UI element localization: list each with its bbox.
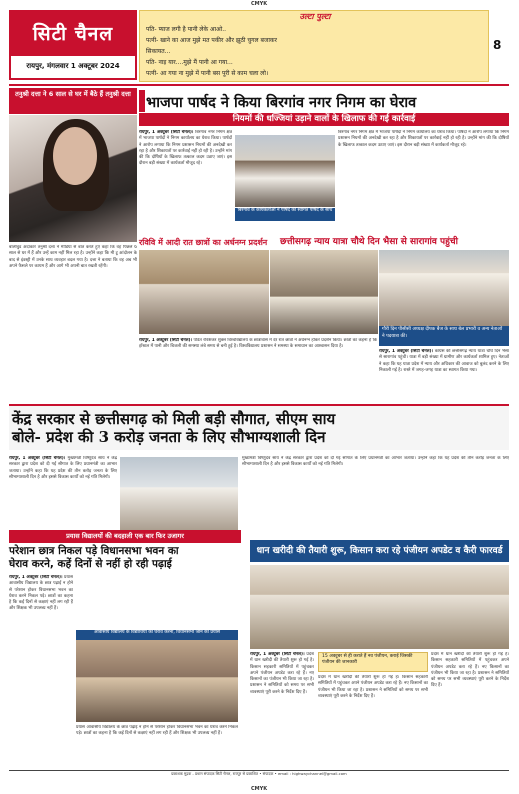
dhan-photo xyxy=(250,565,509,649)
main-story-text-continued: बिरगांव नगर निगम क्षेत्र में भाजपा पार्षदों ने निगम कार्यालय का घेराव किया। पार्षदों ने आरोप लगाया कि निगम प्रशासन नियमों की अनदेखी कर रहा है और शिकायतों पर कार्रवाई नहीं हो रही है। उन्होंने मांग की कि दोषियों के खिलाफ तत्काल कदम उठाए जाएं। इस दौरान बड़ी संख्या में कार्यकर्ता मौजूद रहे। xyxy=(338,130,509,148)
prayas-photo xyxy=(76,640,238,722)
ulta-pulta-line: पति- प्याज लगी है पानी लेके आओ.. xyxy=(146,26,227,33)
dhan-body: प्रदेश में धान खरीदी की तैयारी शुरू हो गई है। किसान सहकारी समितियों में पहुंचकर अपने पंजीयन अपडेट करा रहे हैं। नए किसानों का पंजीयन भी किया जा रहा है। प्रशासन ने समितियों को समय पर सभी व्यवस्थाएं पूरी करने के निर्देश दिए हैं। xyxy=(250,652,314,695)
prayas-body: प्रयास आवासीय विद्यालय के छात्र पढ़ाई न होने से परेशान होकर विधानसभा भवन का घेराव करने निकल पड़े। छात्रों का कहना है कि कई दिनों से कक्षाएं नहीं लग रही हैं और शिक्षक भी उपलब्ध नहीं हैं। xyxy=(9,575,73,612)
rally-headline: रविवि में आदी रात छात्रों का अर्धनग्न प्रदर्शन xyxy=(139,238,268,247)
dhan-story-text xyxy=(250,652,314,767)
dhan-note-box: 15 अक्टूबर से ही कराते हैं नव पंजीयन, कराई जिसकी पंजीयन की जानकारी xyxy=(318,652,428,672)
main-story-byline: रायपुर, 1 अक्टूबर (सिटी चैनल)। xyxy=(139,130,194,135)
ulta-pulta-line: सिकायत... xyxy=(146,48,171,55)
main-story-body: बिरगांव नगर निगम क्षेत्र में भाजपा पार्षदों ने निगम कार्यालय का घेराव किया। पार्षदों ने आरोप लगाया कि निगम प्रशासन नियमों की अनदेखी कर रहा है और शिकायतों पर कार्रवाई नहीं हो रही है। उन्होंने मांग की कि दोषियों के खिलाफ तत्काल कदम उठाए जाएं। इस दौरान बड़ी संख्या में कार्यकर्ता मौजूद रहे। xyxy=(139,130,232,167)
dhan-byline: रायपुर, 1 अक्टूबर (सिटी चैनल)। xyxy=(250,652,305,657)
ulta-pulta-box xyxy=(139,10,489,82)
rally-photo-left xyxy=(139,250,269,334)
kendra-photo xyxy=(120,457,238,532)
ulta-pulta-line: पति- नाइ यार....मुझे मैं पानी आ गया... xyxy=(146,59,233,66)
prayas-headline-line2: घेराव करने, कहें दिनों से नहीं हो रही पढ़ाई xyxy=(9,558,172,570)
left-feature-headline: तनुश्री दत्ता ने 6 साल से घर में बैठे हैं तनुश्री दत्ता xyxy=(9,88,137,114)
nyay-yatra-text xyxy=(379,349,509,401)
nyay-byline: रायपुर, 1 अक्टूबर (सिटी चैनल)। xyxy=(379,349,434,354)
nyay-body: कांग्रेस की छत्तीसगढ़ न्याय यात्रा चौथे दिन भैसा से सारागांव पहुंची। यात्रा में बड़ी संख्या में ग्रामीण और कार्यकर्ता शामिल हुए। नेताओं ने कहा कि यह यात्रा प्रदेश में न्याय और अधिकार की आवाज को बुलंद करने के लिए निकाली गई है। रास्ते में जगह-जगह यात्रा का स्वागत किया गया। xyxy=(379,349,509,373)
kendra-headline-line2: बोले- प्रदेश की 3 करोड़ जनता के लिए सौभाग्यशाली दिन xyxy=(12,428,326,446)
nyay-yatra-photo xyxy=(379,250,509,326)
kendra-story-text-continued: मुख्यमंत्री विष्णुदेव साय ने केंद्र सरकार द्वारा प्रदेश को दी गई सौगात के लिए प्रधानमंत्री का आभार जताया। उन्होंने कहा कि यह प्रदेश की तीन करोड़ जनता के लिए सौभाग्यशाली दिन है और इससे विकास कार्यों को नई गति मिलेगी। xyxy=(242,456,509,468)
prayas-headline-line1: परेशान छात्र निकल पड़े विधानसभा भवन का xyxy=(9,545,179,557)
main-headline: भाजपा पार्षद ने किया बिरगांव नगर निगम का घेराव xyxy=(146,94,417,111)
main-story-photo-caption: बिरगांव के कार्यकर्ताओं ने पार्षद का स्वागत पार्षद के साथ xyxy=(235,208,335,221)
kendra-byline: रायपुर, 1 अक्टूबर (सिटी चैनल)। xyxy=(9,456,66,461)
left-feature-text: बॉलीवुड अदाकार तनुश्री दत्ता ने मीडिया से बात करते हुए कहा कि वह पिछले 6 साल से घर में हैं और उन्हें काम नहीं मिल रहा है। उन्होंने कहा कि मी टू आंदोलन के बाद से इंडस्ट्री में उनके साथ व्यवहार बदल गया है। दत्ता ने बताया कि वह अब भी अपने फैसले पर कायम हैं और आगे भी अपनी बात रखती रहेंगी। xyxy=(9,245,137,269)
main-subheadline: नियमों की धज्जियां उड़ाने वालों के खिलाफ की गई कार्रवाई xyxy=(139,113,509,126)
prayas-headline xyxy=(9,545,241,571)
masthead-date: रायपुर, मंगलवार 1 अक्टूबर 2024 xyxy=(26,62,120,70)
rally-story-text xyxy=(139,338,377,400)
masthead-title: सिटी चैनल xyxy=(11,12,135,56)
rally-photo-right xyxy=(270,250,378,334)
nyay-yatra-photo-caption: गौरी दिन पीसीसी अध्यक्ष दीपक बैज के साथ बेल प्रभारी व अन्य नेताओं ने पदयात्रा की। xyxy=(379,326,509,346)
ulta-pulta-line: पत्नी- खाने का आज मुझे मत पकीर और झूठी चुगल बजाकर xyxy=(146,37,277,44)
rally-body: पंडित रविशंकर शुक्ल विश्वविद्यालय के छात्रावास में देर रात छात्रों ने अर्धनग्न होकर प्रदर्शन किया। छात्रों का कहना है कि हॉस्टल में पानी और बिजली की समस्या लंबे समय से बनी हुई है। विश्वविद्यालय प्रशासन ने समस्या के समाधान का आश्वासन दिया है। xyxy=(139,338,377,350)
dhan-story-text-right: प्रदेश में धान खरीदी की तैयारी शुरू हो गई है। किसान सहकारी समितियों में पहुंचकर अपने पंजीयन अपडेट करा रहे हैं। नए किसानों का पंजीयन भी किया जा रहा है। प्रशासन ने समितियों को समय पर सभी व्यवस्थाएं पूरी करने के निर्देश दिए हैं। xyxy=(431,652,509,689)
kendra-headline xyxy=(12,410,335,446)
prayas-photo-caption: आवासीय विद्यालय के विद्यार्थियों का घेराव करना, विधानसभा जाने का प्रयास xyxy=(76,630,238,640)
page-number: 8 xyxy=(493,38,502,52)
kendra-story-text xyxy=(9,456,117,528)
masthead-rule xyxy=(9,84,509,86)
masthead xyxy=(9,10,137,80)
prayas-bar: प्रयास विद्यालयों की बदहाली एक बार फिर उजागर xyxy=(9,530,241,543)
dhan-headline: धान खरीदी की तैयारी शुरू, किसान करा रहे पंजीयन अपडेट व कैरी फारवर्ड xyxy=(250,540,509,562)
main-story-text xyxy=(139,130,232,230)
prayas-story-text-continued: प्रयास आवासीय विद्यालय के छात्र पढ़ाई न होने से परेशान होकर विधानसभा भवन का घेराव करने निकल पड़े। छात्रों का कहना है कि कई दिनों से कक्षाएं नहीं लग रही हैं और शिक्षक भी उपलब्ध नहीं हैं। xyxy=(76,725,238,737)
main-story-photo xyxy=(235,135,335,207)
actress-face xyxy=(53,127,97,185)
kendra-body: मुख्यमंत्री विष्णुदेव साय ने केंद्र सरकार द्वारा प्रदेश को दी गई सौगात के लिए प्रधानमंत्री का आभार जताया। उन्होंने कहा कि यह प्रदेश की तीन करोड़ जनता के लिए सौभाग्यशाली दिन है और इससे विकास कार्यों को नई गति मिलेगी। xyxy=(9,456,117,480)
prayas-byline: रायपुर, 1 अक्टूबर (सिटी चैनल)। xyxy=(9,575,63,580)
ulta-pulta-title: उल्टा पुल्टा xyxy=(299,12,331,21)
footer-imprint: प्रकाशक मुद्रक - प्रधान संपादक सिटी चैनल, रायपुर से प्रकाशित • संपादक • email : highwaychannel@gmail.com xyxy=(9,770,509,780)
actress-photo xyxy=(9,115,137,242)
nyay-yatra-headline: छत्तीसगढ़ न्याय यात्रा चौथे दिन भैसा से सारागांव पहुंची xyxy=(280,237,458,247)
registration-mark-bottom: CMYK xyxy=(251,786,268,792)
registration-mark: CMYK xyxy=(251,1,268,7)
prayas-story-text xyxy=(9,575,73,767)
rally-byline: रायपुर, 1 अक्टूबर (सिटी चैनल)। xyxy=(139,338,193,343)
ulta-pulta-line: पत्नी- आ गया ना मुझे में पानी बस पूरी से काम चला लो। xyxy=(146,70,269,77)
dhan-story-text-continued: प्रदेश में धान खरीदी की तैयारी शुरू हो गई है। किसान सहकारी समितियों में पहुंचकर अपने पंजीयन अपडेट करा रहे हैं। नए किसानों का पंजीयन भी किया जा रहा है। प्रशासन ने समितियों को समय पर सभी व्यवस्थाएं पूरी करने के निर्देश दिए हैं। xyxy=(318,675,428,699)
kendra-headline-line1: केंद्र सरकार से छत्तीसगढ़ को मिली बड़ी सौगात, सीएम साय xyxy=(12,410,336,428)
